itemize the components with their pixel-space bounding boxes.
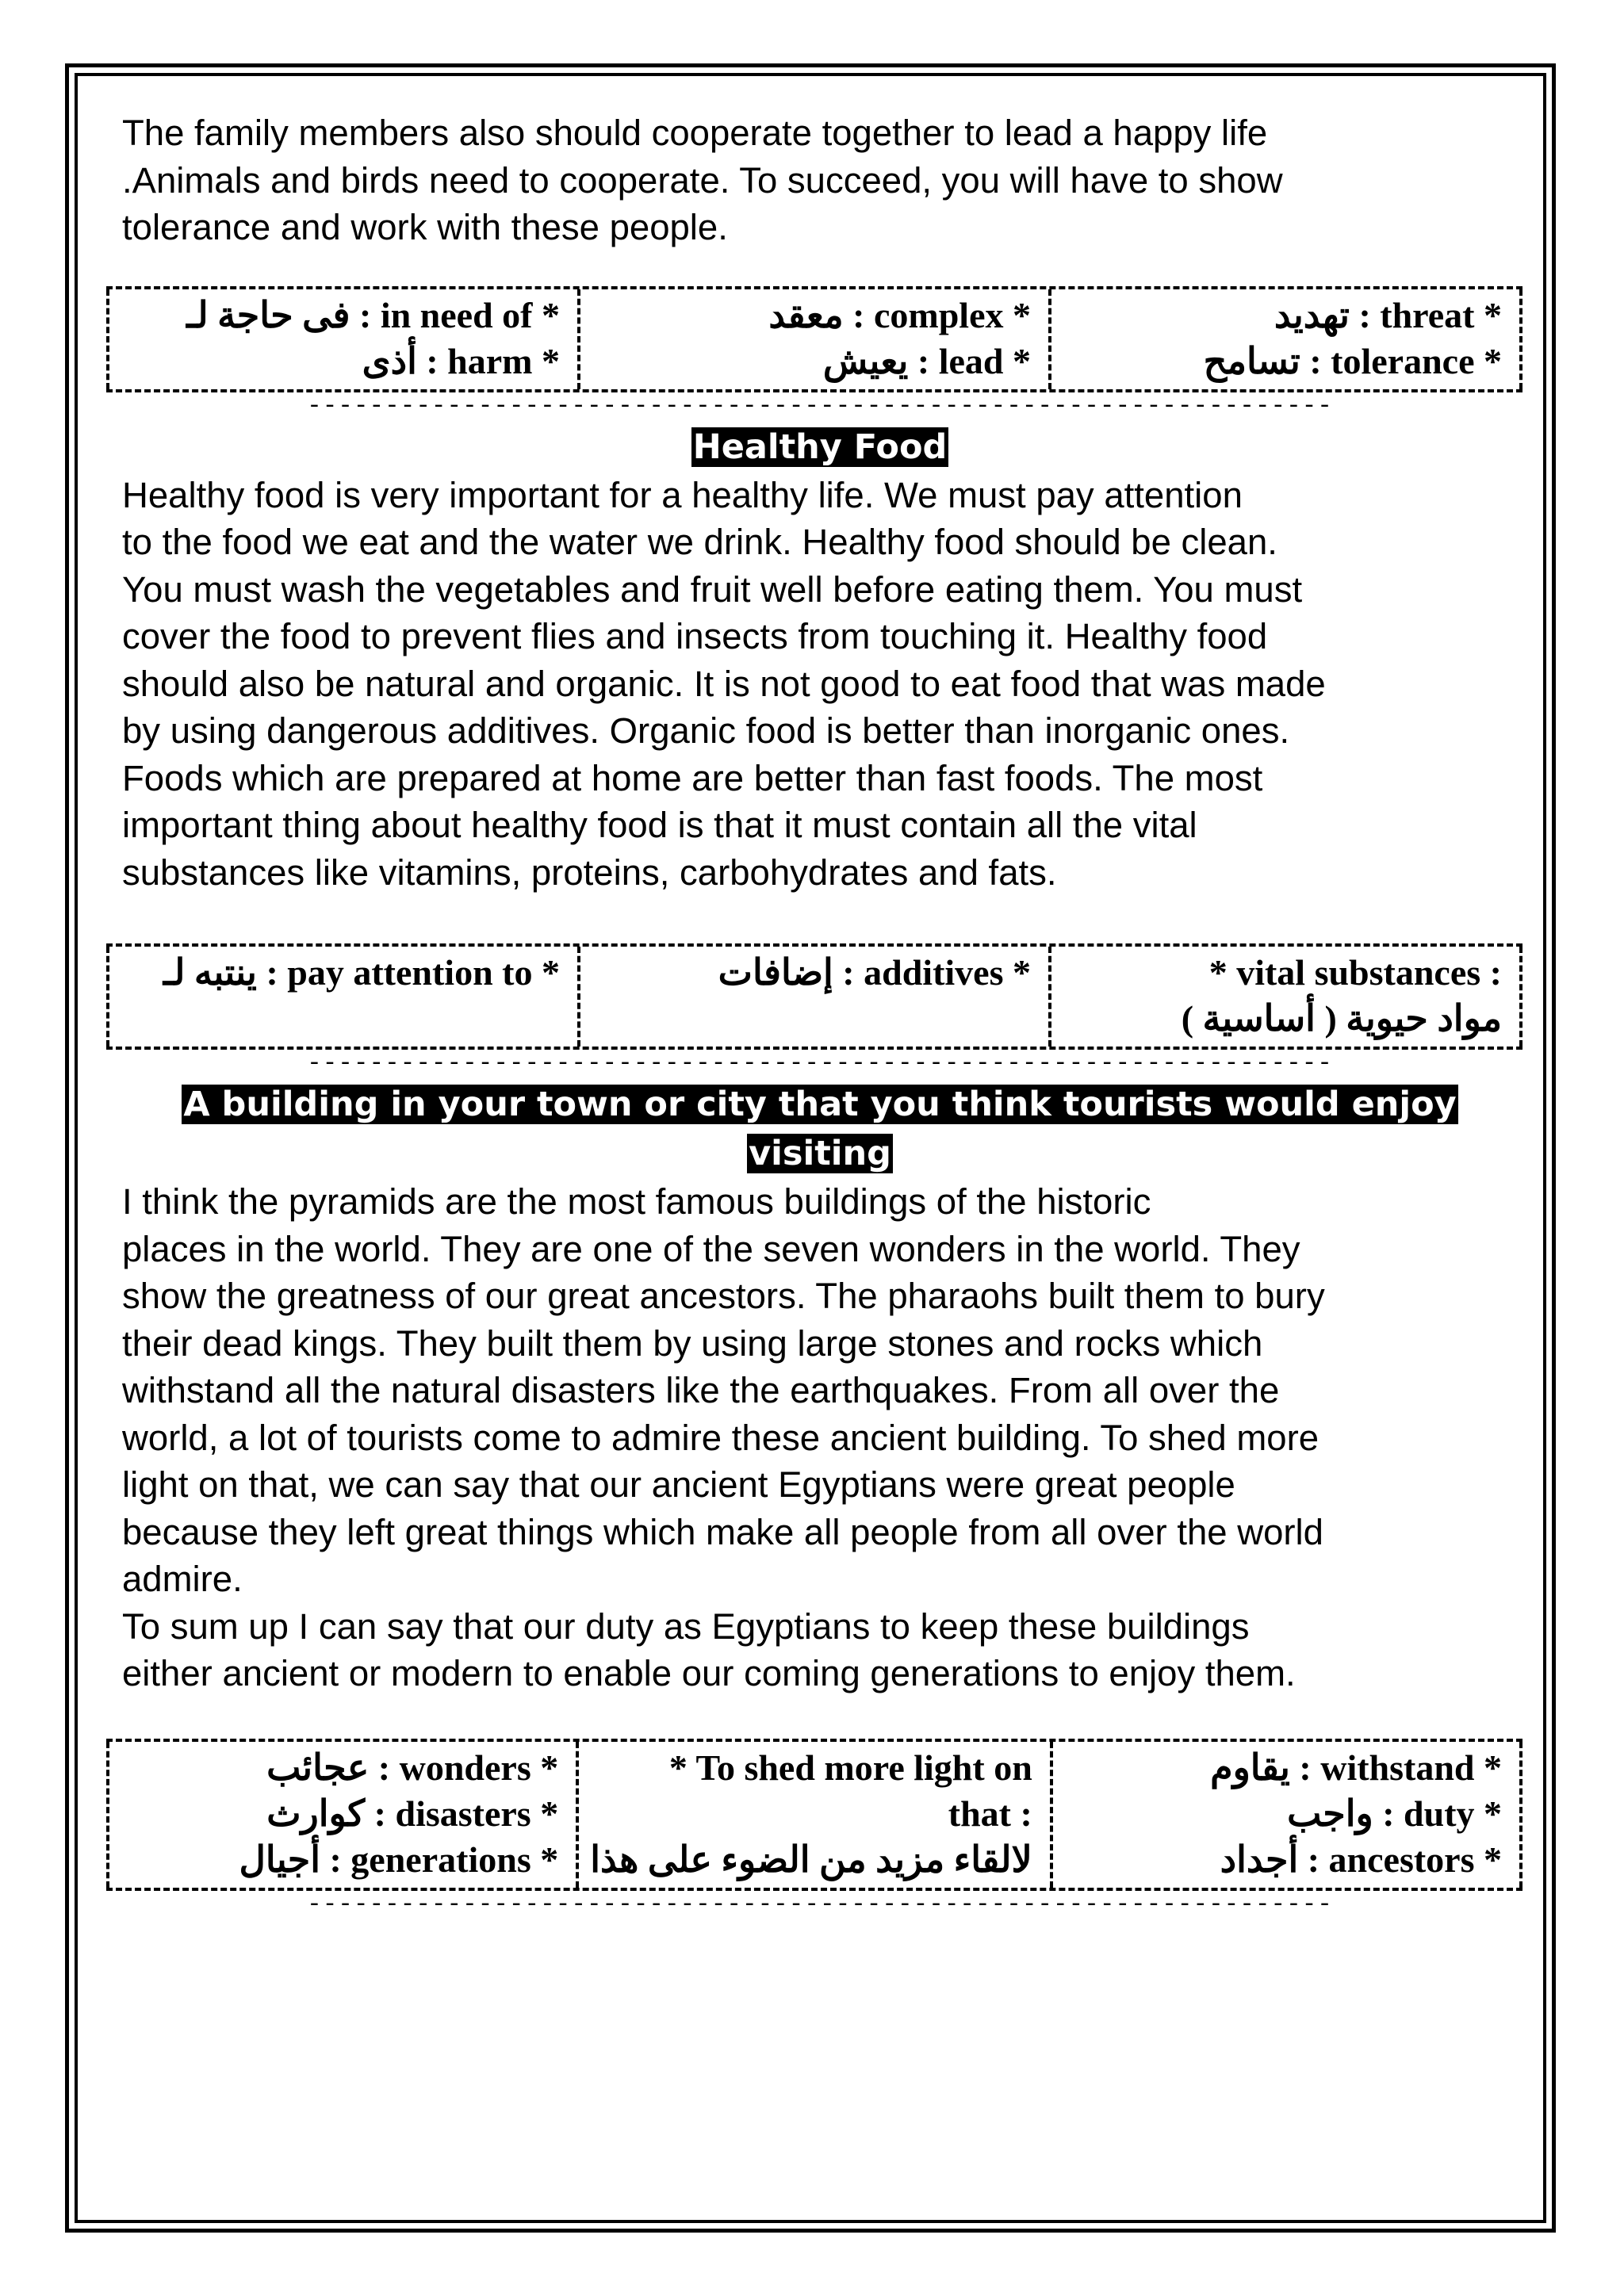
- section-divider: ------------------------------------------------------------------: [307, 392, 1333, 420]
- heading-text: A building in your town or city that you think tourists would enjoy visiting: [183, 1085, 1457, 1173]
- intro-paragraph: [122, 109, 1518, 251]
- building-paragraph: [122, 1178, 1518, 1697]
- section-divider: ------------------------------------------------------------------: [307, 1050, 1333, 1077]
- text-line: Healthy food is very important for a healthy life. We must pay attention: [122, 474, 1243, 515]
- vocab-entry: that :: [948, 1793, 1032, 1834]
- text-line: light on that, we can say that our ancient Egyptians were great people: [122, 1464, 1235, 1505]
- vocab-entry: * vital substances :: [1208, 952, 1502, 993]
- text-line: Foods which are prepared at home are better than fast foods. The most: [122, 757, 1263, 798]
- healthy-food-paragraph: [122, 472, 1518, 897]
- vocab-cell: [1050, 1742, 1522, 1888]
- section-divider: ------------------------------------------------------------------: [307, 1890, 1333, 1919]
- vocab-cell: [106, 947, 577, 1047]
- vocab-entry: * ancestors : أجداد: [1220, 1839, 1503, 1880]
- vocab-entry: * To shed more light on: [668, 1747, 1032, 1788]
- vocab-entry: [592, 996, 1031, 1042]
- text-line: show the greatness of our great ancestors. The pharaohs built them to bury: [122, 1276, 1325, 1316]
- text-line: You must wash the vegetables and fruit well before eating them. You must: [122, 568, 1303, 610]
- vocab-entry: * tolerance : تسامح: [1203, 340, 1502, 381]
- vocab-entry: * pay attention to : ينتبه لـ: [163, 952, 560, 993]
- vocab-cell: [577, 947, 1048, 1047]
- text-line: withstand all the natural disasters like the earthquakes. From all over the: [122, 1370, 1280, 1410]
- vocab-entry: * lead : يعيش: [822, 340, 1031, 381]
- vocab-entry: * generations : أجيال: [239, 1839, 559, 1880]
- worksheet-content: [122, 109, 1518, 1919]
- text-line: .Animals and birds need to cooperate. To succeed, you will have to show: [122, 159, 1283, 201]
- text-line: I think the pyramids are the most famous buildings of the historic: [122, 1181, 1151, 1222]
- text-line: their dead kings. They built them by using large stones and rocks which: [122, 1322, 1263, 1364]
- vocab-box: [106, 943, 1522, 1050]
- text-line: because they left great things which make all people from all over the world: [122, 1511, 1323, 1552]
- vocab-entry: [121, 996, 560, 1042]
- vocab-cell: [106, 1742, 576, 1888]
- vocab-cell: [1048, 289, 1522, 389]
- vocab-box: [106, 1739, 1522, 1891]
- text-line: by using dangerous additives. Organic food is better than inorganic ones.: [122, 710, 1290, 751]
- vocab-cell: [576, 1742, 1050, 1888]
- text-line: tolerance and work with these people.: [122, 207, 728, 247]
- text-line: either ancient or modern to enable our coming generations to enjoy them.: [122, 1653, 1296, 1693]
- vocab-entry: مواد حيوية ( أساسية ): [1181, 998, 1502, 1039]
- vocab-entry: * in need of : فى حاجة لـ: [186, 294, 560, 335]
- heading-text: Healthy Food: [692, 427, 948, 467]
- section-heading: [122, 1080, 1518, 1178]
- vocab-entry: * additives : إضافات: [718, 952, 1031, 993]
- text-line: To sum up I can say that our duty as Egyptians to keep these buildings: [122, 1605, 1250, 1647]
- text-line: The family members also should cooperate together to lead a happy life: [122, 113, 1268, 153]
- vocab-entry: * wonders : عجائب: [266, 1747, 559, 1788]
- vocab-cell: [106, 289, 577, 389]
- vocab-entry: * threat : تهديد: [1274, 294, 1502, 335]
- vocab-entry: * complex : معقد: [768, 294, 1031, 335]
- text-line: cover the food to prevent flies and insects from touching it. Healthy food: [122, 616, 1268, 656]
- section-heading: [122, 423, 1518, 472]
- vocab-entry: * withstand : يقاوم: [1210, 1747, 1503, 1788]
- vocab-entry: * disasters : كوارث: [266, 1793, 559, 1834]
- vocab-entry: لالقاء مزيد من الضوء على هذا: [590, 1839, 1032, 1880]
- text-line: world, a lot of tourists come to admire these ancient building. To shed more: [122, 1417, 1320, 1458]
- text-line: places in the world. They are one of the seven wonders in the world. They: [122, 1228, 1300, 1269]
- text-line: important thing about healthy food is that it must contain all the vital: [122, 805, 1197, 845]
- text-line: should also be natural and organic. It is not good to eat food that was made: [122, 663, 1326, 704]
- vocab-box: [106, 286, 1522, 392]
- vocab-cell: [577, 289, 1048, 389]
- vocab-entry: * harm : أذى: [362, 340, 560, 381]
- text-line: to the food we eat and the water we drink. Healthy food should be clean.: [122, 522, 1277, 562]
- text-line: substances like vitamins, proteins, carbohydrates and fats.: [122, 851, 1057, 893]
- vocab-entry: * duty : واجب: [1287, 1793, 1503, 1834]
- vocab-cell: [1048, 947, 1522, 1047]
- text-line: admire.: [122, 1559, 243, 1599]
